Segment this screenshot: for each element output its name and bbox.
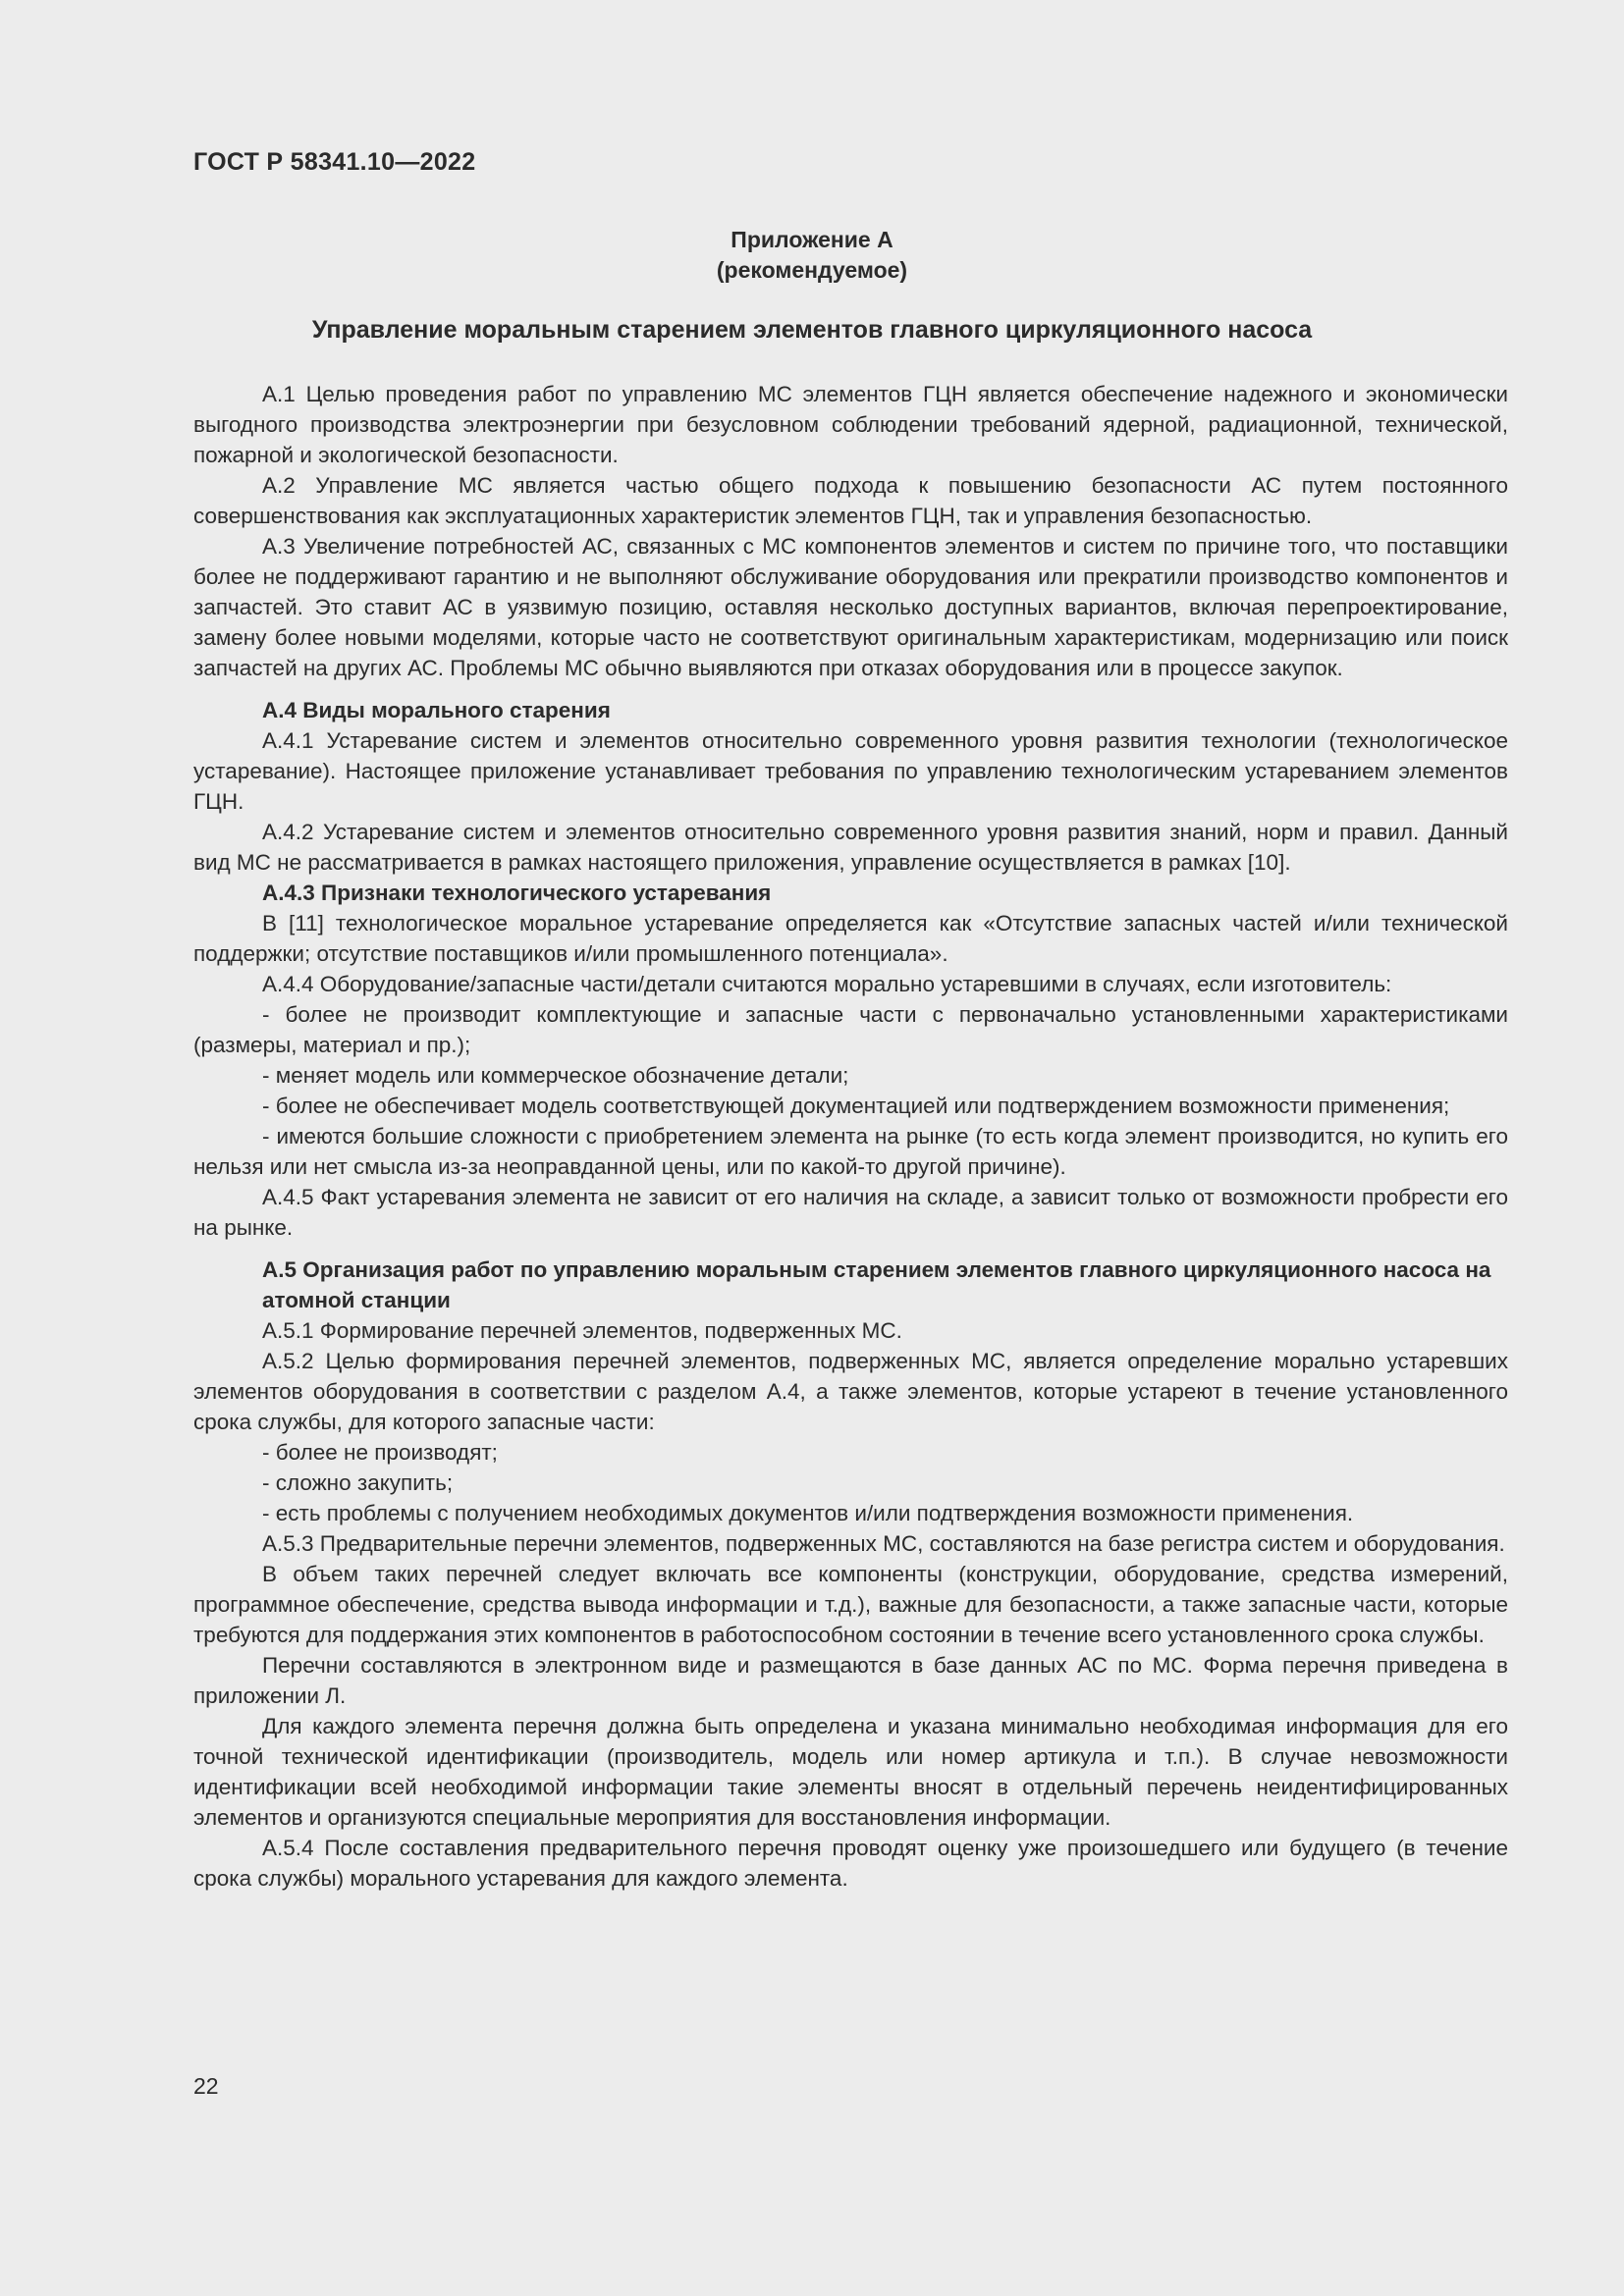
paragraph-a54: А.5.4 После составления предварительного перечня проводят оценку уже произошедшего или будущего (в течение срока службы) морального устаревания для каждого элемента. <box>193 1836 1508 1891</box>
annex-title: Управление моральным старением элементов главного циркуляционного насоса <box>311 316 1313 344</box>
list-item: - имеются большие сложности с приобретением элемента на рынке (то есть когда элемент производится, но купить его нельзя или нет смысла из-за неоправданной цены, или по какой-то другой причине). <box>193 1124 1508 1179</box>
paragraph-a45: А.4.5 Факт устаревания элемента не зависит от его наличия на складе, а зависит только от возможности пробрести его на рынке. <box>193 1185 1508 1240</box>
list-item: - сложно закупить; <box>262 1470 454 1495</box>
paragraph-a53-scope: В объем таких перечней следует включать все компоненты (конструкции, оборудование, средства измерений, программное обеспечение, средства вывода информации и т.д.), важные для безопасности, а также запасные части, которые требуются для поддержания этих компонентов в работоспособном состоянии в течение всего установленного срока службы. <box>193 1562 1508 1647</box>
annex-header <box>0 225 1624 286</box>
list-item: - меняет модель или коммерческое обозначение детали; <box>262 1063 849 1088</box>
annex-status: (рекомендуемое) <box>716 257 908 283</box>
paragraph-a44: А.4.4 Оборудование/запасные части/детали считаются морально устаревшими в случаях, если изготовитель: <box>262 972 1392 996</box>
paragraph-a53: А.5.3 Предварительные перечни элементов, подверженных МС, составляются на базе регистра систем и оборудования. <box>262 1531 1505 1556</box>
list-item: - есть проблемы с получением необходимых документов и/или подтверждения возможности применения. <box>262 1501 1354 1525</box>
page-number: 22 <box>193 2073 219 2099</box>
paragraph-a1: А.1 Целью проведения работ по управлению МС элементов ГЦН является обеспечение надежного и экономически выгодного производства электроэнергии при безусловном соблюдении требований ядерной, радиационной, технической, пожарной и экологической безопасности. <box>193 382 1508 467</box>
paragraph-a52: А.5.2 Целью формирования перечней элементов, подверженных МС, является определение морально устаревших элементов оборудования в соответствии с разделом А.4, а также элементов, которые устареют в течение установленного срока службы, для которого запасные части: <box>193 1349 1508 1434</box>
document-body <box>193 379 1508 1894</box>
section-heading-a5: А.5 Организация работ по управлению моральным старением элементов главного циркуляционного насоса на атомной станции <box>262 1257 1491 1312</box>
paragraph-a53-identification: Для каждого элемента перечня должна быть определена и указана минимально необходимая информация для его точной технической идентификации (производитель, модель или номер артикула и т.п.). В случае невозможности идентификации всей необходимой информации такие элементы вносят в отдельный перечень неидентифицированных элементов и организуются специальные мероприятия для восстановления информации. <box>193 1714 1508 1830</box>
section-heading-a4: А.4 Виды морального старения <box>262 698 611 722</box>
paragraph-a53-storage: Перечни составляются в электронном виде и размещаются в базе данных АС по МС. Форма перечня приведена в приложении Л. <box>193 1653 1508 1708</box>
subsection-heading-a43: А.4.3 Признаки технологического устаревания <box>262 881 772 905</box>
paragraph-a43: В [11] технологическое моральное устаревание определяется как «Отсутствие запасных частей и/или технической поддержки; отсутствие поставщиков и/или промышленного потенциала». <box>193 911 1508 966</box>
annex-label: Приложение А <box>731 227 893 252</box>
paragraph-a51: А.5.1 Формирование перечней элементов, подверженных МС. <box>262 1318 902 1343</box>
list-item: - более не производит комплектующие и запасные части с первоначально установленными характеристиками (размеры, материал и пр.); <box>193 1002 1508 1057</box>
paragraph-a41: А.4.1 Устаревание систем и элементов относительно современного уровня развития технологии (технологическое устаревание). Настоящее приложение устанавливает требования по управлению технологическим устареванием элементов ГЦН. <box>193 728 1508 814</box>
paragraph-a2: А.2 Управление МС является частью общего подхода к повышению безопасности АС путем постоянного совершенствования как эксплуатационных характеристик элементов ГЦН, так и управления безопасностью. <box>193 473 1508 528</box>
paragraph-a42: А.4.2 Устаревание систем и элементов относительно современного уровня развития знаний, норм и правил. Данный вид МС не рассматривается в рамках настоящего приложения, управление осуществляется в рамках [10]. <box>193 820 1508 875</box>
paragraph-a3: А.3 Увеличение потребностей АС, связанных с МС компонентов элементов и систем по причине того, что поставщики более не поддерживают гарантию и не выполняют обслуживание оборудования или прекратили производство компонентов и запчастей. Это ставит АС в уязвимую позицию, оставляя несколько доступных вариантов, включая перепроектирование, замену более новыми моделями, которые часто не соответствуют оригинальным характеристикам, модернизацию или поиск запчастей на других АС. Проблемы МС обычно выявляются при отказах оборудования или в процессе закупок. <box>193 534 1508 680</box>
document-code: ГОСТ Р 58341.10—2022 <box>193 148 476 176</box>
list-item: - более не обеспечивает модель соответствующей документацией или подтверждением возможности применения; <box>262 1094 1450 1118</box>
list-item: - более не производят; <box>262 1440 498 1465</box>
